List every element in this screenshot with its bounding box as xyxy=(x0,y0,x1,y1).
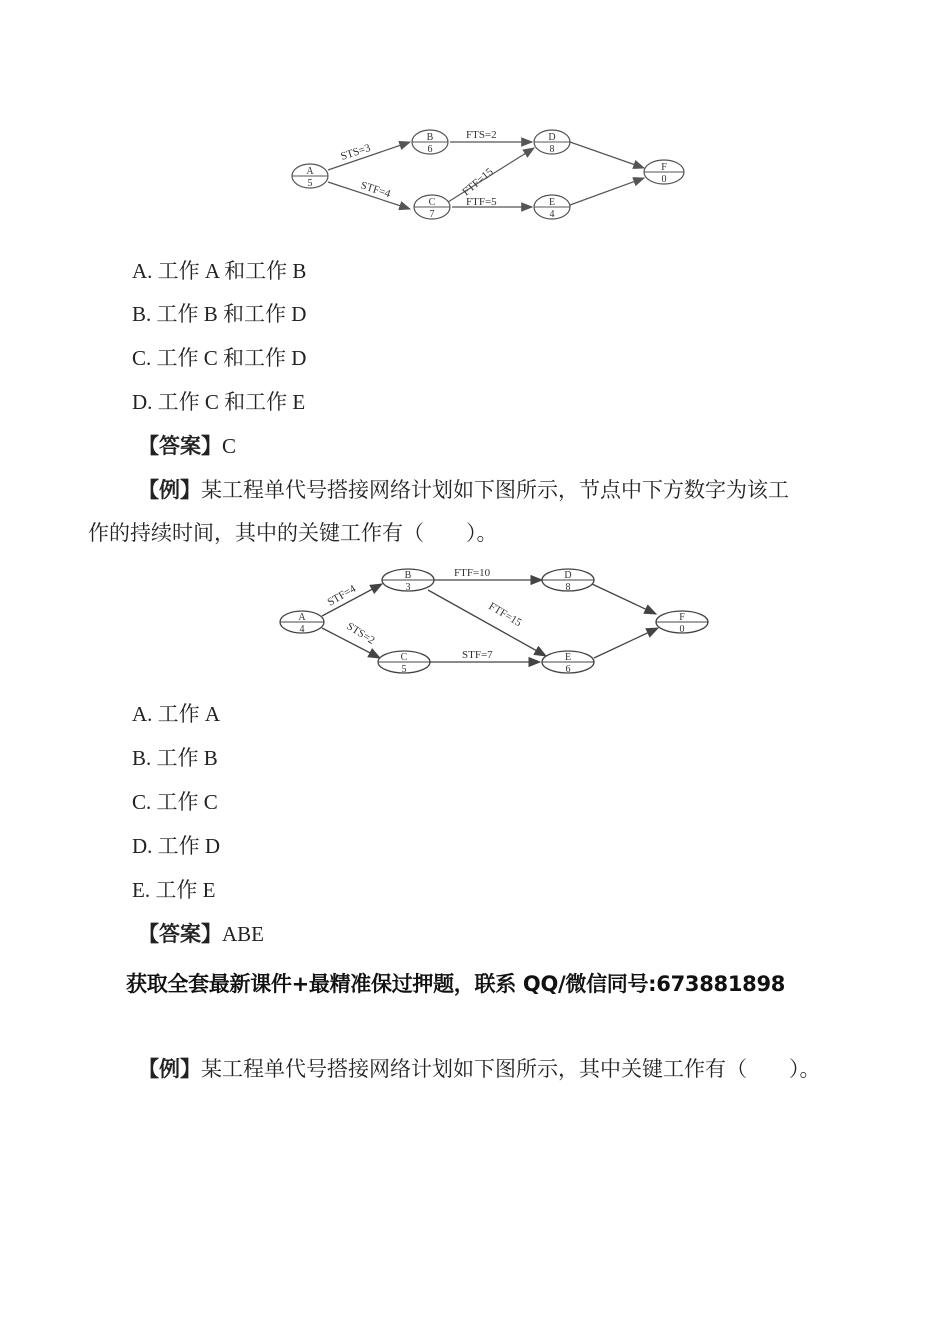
node-b xyxy=(382,569,434,593)
node-a-name: A xyxy=(306,166,314,177)
node-b-name: B xyxy=(426,132,434,143)
node-a-duration: 4 xyxy=(299,624,305,635)
node-c-duration: 5 xyxy=(401,664,407,675)
node-e xyxy=(534,195,570,220)
link-b-e xyxy=(428,590,546,656)
q2-option-c: C. 工作 C xyxy=(132,790,218,814)
node-d-name: D xyxy=(548,132,556,143)
node-c xyxy=(414,195,450,220)
link-label-ac: STF=4 xyxy=(359,179,392,201)
link-label-ab: STF=4 xyxy=(325,582,359,609)
q1-option-c: C. 工作 C 和工作 D xyxy=(132,346,307,370)
node-d-duration: 8 xyxy=(565,582,571,593)
node-c-name: C xyxy=(428,197,436,208)
example-tag: 【例】 xyxy=(138,478,201,502)
node-d-duration: 8 xyxy=(549,144,555,155)
node-b-duration: 6 xyxy=(427,144,433,155)
node-a-duration: 5 xyxy=(307,178,313,189)
link-label-ac: STS=2 xyxy=(344,620,377,647)
q3-text: 某工程单代号搭接网络计划如下图所示，其中关键工作有（ ）。 xyxy=(201,1057,821,1081)
node-f xyxy=(644,160,684,185)
node-f-duration: 0 xyxy=(679,624,685,635)
q1-answer xyxy=(138,432,236,460)
node-a xyxy=(292,164,328,189)
node-d-name: D xyxy=(564,570,572,581)
node-f-name: F xyxy=(679,612,685,623)
q2-question xyxy=(88,469,878,555)
node-f-name: F xyxy=(661,162,667,173)
q1-option-a: A. 工作 A 和工作 B xyxy=(132,259,307,283)
node-c-duration: 7 xyxy=(429,209,435,220)
node-f xyxy=(656,611,708,635)
link-label-ce: STF=7 xyxy=(462,649,493,661)
node-e xyxy=(542,651,594,675)
link-label-ab: STS=3 xyxy=(339,141,373,163)
node-e-duration: 4 xyxy=(549,209,555,220)
q1-option-b: B. 工作 B 和工作 D xyxy=(132,302,307,326)
q2-line-2: 作的持续时间，其中的关键工作有（ ）。 xyxy=(88,521,498,545)
answer-value: C xyxy=(222,434,237,458)
q2-option-d: D. 工作 D xyxy=(132,834,221,858)
node-e-name: E xyxy=(564,652,572,663)
link-label-bd: FTS=2 xyxy=(466,129,497,141)
node-b-duration: 3 xyxy=(405,582,411,593)
q1-option-d: D. 工作 C 和工作 E xyxy=(132,390,306,414)
node-d xyxy=(534,130,570,155)
link-d-f xyxy=(570,142,644,168)
node-b-name: B xyxy=(404,570,412,581)
answer-tag: 【答案】 xyxy=(138,434,222,458)
q2-option-b: B. 工作 B xyxy=(132,746,218,770)
q2-option-e: E. 工作 E xyxy=(132,878,216,902)
node-e-duration: 6 xyxy=(565,664,571,675)
node-c xyxy=(378,651,430,675)
example-tag: 【例】 xyxy=(138,1057,201,1081)
node-e-name: E xyxy=(548,197,556,208)
q2-text-1: 某工程单代号搭接网络计划如下图所示，节点中下方数字为该工 xyxy=(201,478,789,502)
link-label-bd: FTF=10 xyxy=(454,567,491,579)
q2-line-1 xyxy=(88,469,878,512)
link-e-f xyxy=(594,628,658,658)
q3-question xyxy=(138,1048,821,1091)
q2-option-a: A. 工作 A xyxy=(132,702,221,726)
link-label-be: FTF=15 xyxy=(486,600,524,630)
network-diagram-2 xyxy=(270,562,720,682)
node-a xyxy=(280,611,324,635)
answer-tag: 【答案】 xyxy=(138,922,222,946)
node-f-duration: 0 xyxy=(661,174,667,185)
node-a-name: A xyxy=(298,612,306,623)
answer-value: ABE xyxy=(222,922,264,946)
promo-banner: 获取全套最新课件+最精准保过押题，联系 QQ/微信同号:673881898 xyxy=(126,972,786,996)
link-d-f xyxy=(592,584,656,614)
network-diagram-1 xyxy=(280,120,720,230)
link-label-cd: FTF=15 xyxy=(460,165,496,199)
node-d xyxy=(542,569,594,593)
node-c-name: C xyxy=(400,652,408,663)
node-b xyxy=(412,130,448,155)
link-e-f xyxy=(570,178,644,205)
q2-answer xyxy=(138,920,264,948)
link-label-ce: FTF=5 xyxy=(466,196,497,208)
